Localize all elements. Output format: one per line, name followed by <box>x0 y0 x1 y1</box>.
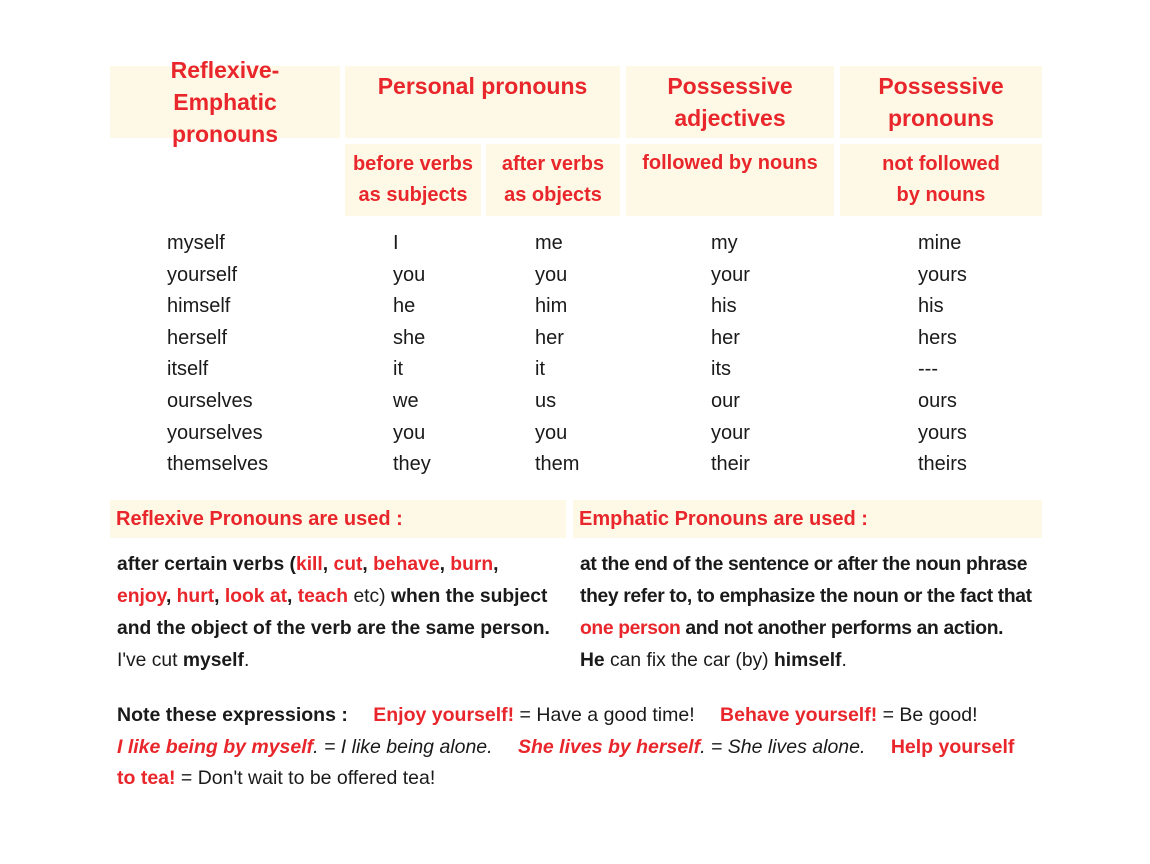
cell-subject: he <box>393 295 416 318</box>
expression-meaning: = Have a good time! <box>514 704 695 726</box>
text-fragment: and not another performs an action. <box>680 618 1004 639</box>
subheader-followed-by-nouns <box>626 144 834 216</box>
column-possessive-pronouns <box>918 228 967 481</box>
verb-look-at: look at <box>224 586 287 607</box>
cell-object: me <box>535 232 563 254</box>
subheader-followed-by-nouns-label: followed by nouns <box>642 152 818 174</box>
header-reflexive-emphatic-label: Reflexive-Emphatic pronouns <box>170 57 280 147</box>
cell-object: you <box>535 421 568 444</box>
text-fragment: , <box>493 554 499 575</box>
expression-to-tea: to tea! <box>117 767 176 789</box>
reflexive-section-title-text: Reflexive Pronouns are used : <box>116 507 403 530</box>
expression-behave-yourself: Behave yourself! <box>720 704 878 726</box>
note-label: Note these expressions : <box>117 704 348 726</box>
header-personal-pronouns <box>345 66 620 138</box>
header-possessive-adjectives <box>626 66 834 138</box>
subheader-not-followed-by-nouns <box>840 144 1042 216</box>
header-possessive-adjectives-label: Possessive adjectives <box>667 73 793 131</box>
expression-meaning: . = I like being alone. <box>313 735 493 758</box>
expression-enjoy-yourself: Enjoy yourself! <box>373 704 515 726</box>
text-fragment: . <box>243 650 250 671</box>
verb-teach: teach <box>297 586 349 607</box>
expression-by-myself: I like being by myself <box>117 735 314 758</box>
example-text: I've cut <box>117 650 183 671</box>
text-fragment: after certain verbs ( <box>117 554 296 575</box>
phrase-one-person: one person <box>580 618 681 639</box>
header-possessive-pronouns <box>840 66 1042 138</box>
emphatic-section-title-text: Emphatic Pronouns are used : <box>579 507 868 530</box>
example-pronoun: myself <box>182 650 244 671</box>
verb-cut: cut <box>333 554 363 575</box>
expression-by-herself: She lives by herself <box>518 735 701 758</box>
column-reflexive <box>167 228 268 481</box>
cell-object: her <box>535 326 564 349</box>
reflexive-section-title <box>110 500 566 538</box>
reflexive-paragraph <box>117 549 550 677</box>
cell-possessive-pronoun: hers <box>918 326 957 349</box>
cell-possessive-pronoun: theirs <box>918 453 967 476</box>
cell-possessive-pronoun: --- <box>918 358 938 381</box>
cell-possessive-adjective: its <box>711 358 731 381</box>
header-reflexive-emphatic <box>110 57 340 147</box>
cell-reflexive: itself <box>167 358 209 381</box>
note-expressions <box>117 700 1014 795</box>
text-fragment: , <box>287 586 298 607</box>
cell-subject: I <box>393 232 399 254</box>
cell-object: it <box>535 358 545 381</box>
verb-enjoy: enjoy <box>117 586 166 607</box>
cell-reflexive: themselves <box>167 453 269 476</box>
cell-possessive-pronoun: ours <box>918 389 957 412</box>
example-text: can fix the car (by) <box>604 650 774 671</box>
emphatic-paragraph <box>580 549 1032 677</box>
expression-meaning: = Be good! <box>877 704 978 726</box>
cell-reflexive: myself <box>167 232 225 254</box>
cell-possessive-pronoun: his <box>918 295 944 318</box>
cell-possessive-adjective: her <box>711 326 740 349</box>
cell-subject: you <box>393 421 426 444</box>
cell-object: you <box>535 263 568 286</box>
cell-reflexive: yourselves <box>167 421 263 444</box>
cell-subject: it <box>393 358 403 381</box>
text-line: at the end of the sentence or after the noun phrase <box>580 554 1028 575</box>
cell-possessive-adjective: their <box>711 453 750 476</box>
cell-reflexive: ourselves <box>167 389 253 412</box>
text-fragment: , <box>362 554 374 575</box>
text-line: they refer to, to emphasize the noun or the fact that <box>580 586 1032 607</box>
cell-object: him <box>535 295 568 318</box>
cell-object: them <box>535 453 580 476</box>
cell-possessive-pronoun: mine <box>918 232 962 254</box>
expression-meaning: . = She lives alone. <box>700 735 866 758</box>
cell-subject: we <box>393 389 419 412</box>
emphatic-section-title <box>573 500 1042 538</box>
text-fragment: , <box>165 586 177 607</box>
cell-possessive-pronoun: yours <box>918 421 967 444</box>
verb-burn: burn <box>450 554 494 575</box>
column-subjects <box>393 228 431 481</box>
cell-possessive-adjective: your <box>711 263 750 286</box>
cell-possessive-adjective: your <box>711 421 750 444</box>
subheader-before-verbs-label: before verbs as subjects <box>352 153 474 206</box>
cell-object: us <box>535 389 557 412</box>
text-fragment: , <box>439 554 451 575</box>
column-objects <box>535 228 579 481</box>
cell-reflexive: herself <box>167 326 228 349</box>
cell-possessive-pronoun: yours <box>918 263 967 286</box>
subheader-after-verbs-label: after verbs as objects <box>501 153 605 206</box>
header-possessive-pronouns-label: Possessive pronouns <box>878 73 1004 131</box>
cell-possessive-adjective: our <box>711 389 740 412</box>
cell-reflexive: himself <box>167 295 231 318</box>
text-fragment: etc) <box>348 586 386 607</box>
verb-kill: kill <box>295 554 323 575</box>
cell-reflexive: yourself <box>167 263 238 286</box>
cell-subject: you <box>393 263 426 286</box>
text-line: and the object of the verb are the same person. <box>117 618 550 639</box>
column-possessive-adjectives <box>711 228 750 481</box>
verb-hurt: hurt <box>176 586 215 607</box>
cell-subject: they <box>393 453 431 476</box>
cell-possessive-adjective: his <box>711 295 737 318</box>
header-personal-pronouns-label: Personal pronouns <box>377 73 588 99</box>
subheader-not-followed-by-nouns-label: not followed by nouns <box>882 153 1000 206</box>
text-fragment: . <box>841 650 847 671</box>
verb-behave: behave <box>373 554 440 575</box>
expression-meaning: = Don't wait to be offered tea! <box>175 767 436 789</box>
text-fragment: when the subject <box>385 586 548 607</box>
example-pronoun: himself <box>773 650 842 671</box>
cell-possessive-adjective: my <box>711 232 738 254</box>
example-subject: He <box>580 650 605 671</box>
subheader-after-verbs <box>486 144 620 216</box>
text-fragment: , <box>214 586 225 607</box>
text-fragment: , <box>322 554 334 575</box>
cell-subject: she <box>393 326 426 349</box>
subheader-before-verbs <box>345 144 481 216</box>
expression-help-yourself: Help yourself <box>890 735 1015 758</box>
